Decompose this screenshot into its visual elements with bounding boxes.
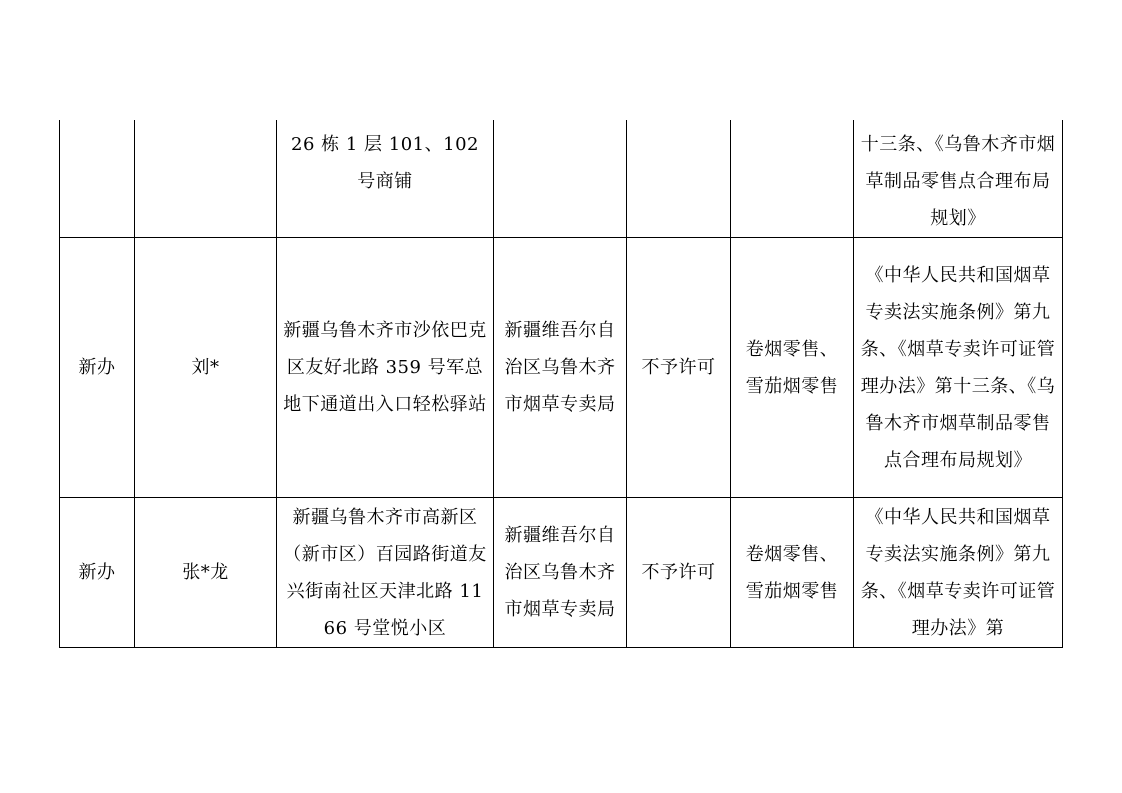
table-row [60, 120, 1063, 238]
license-decision-table [59, 120, 1063, 648]
type-cell: 新办 [60, 498, 135, 648]
scope-cell [731, 120, 854, 238]
decision-cell: 不予许可 [627, 498, 731, 648]
basis-cell: 十三条、《乌鲁木齐市烟草制品零售点合理布局规划》 [854, 120, 1063, 238]
name-cell [135, 120, 277, 238]
address-cell: 新疆乌鲁木齐市高新区（新市区）百园路街道友兴街南社区天津北路 1166 号堂悦小区 [277, 498, 494, 648]
scope-cell: 卷烟零售、雪茄烟零售 [731, 238, 854, 498]
basis-cell: 《中华人民共和国烟草专卖法实施条例》第九条、《烟草专卖许可证管理办法》第 [854, 498, 1063, 648]
authority-cell: 新疆维吾尔自治区乌鲁木齐市烟草专卖局 [494, 238, 627, 498]
table-row [60, 238, 1063, 498]
authority-cell [494, 120, 627, 238]
address-cell: 新疆乌鲁木齐市沙依巴克区友好北路 359 号军总地下通道出入口轻松驿站 [277, 238, 494, 498]
table-row [60, 498, 1063, 648]
address-cell: 26 栋 1 层 101、102 号商铺 [277, 120, 494, 238]
scope-cell: 卷烟零售、雪茄烟零售 [731, 498, 854, 648]
basis-cell: 《中华人民共和国烟草专卖法实施条例》第九条、《烟草专卖许可证管理办法》第十三条、《乌鲁木齐市烟草制品零售点合理布局规划》 [854, 238, 1063, 498]
name-cell: 张*龙 [135, 498, 277, 648]
type-cell [60, 120, 135, 238]
authority-cell: 新疆维吾尔自治区乌鲁木齐市烟草专卖局 [494, 498, 627, 648]
type-cell: 新办 [60, 238, 135, 498]
name-cell: 刘* [135, 238, 277, 498]
decision-cell: 不予许可 [627, 238, 731, 498]
decision-cell [627, 120, 731, 238]
